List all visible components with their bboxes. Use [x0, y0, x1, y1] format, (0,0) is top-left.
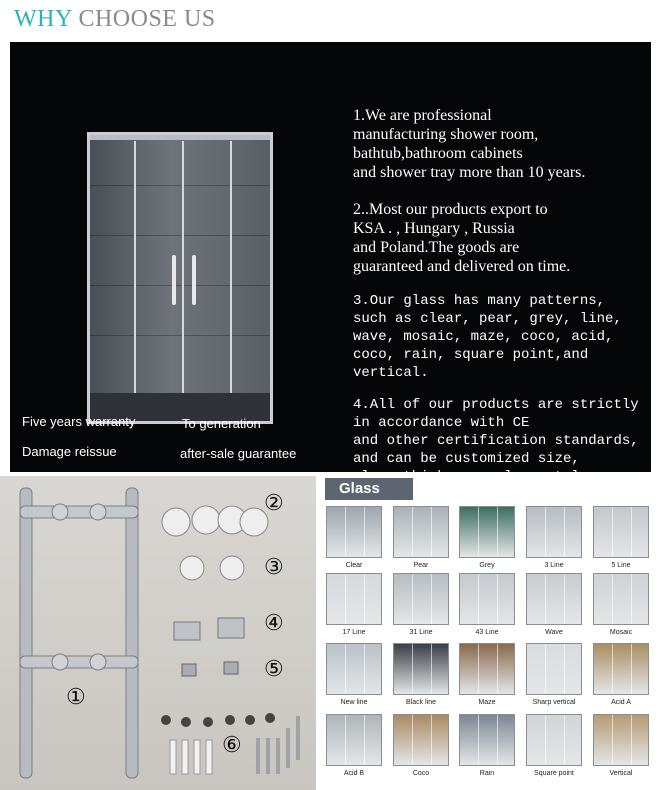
- glass-swatch: [393, 643, 449, 695]
- point-2-line: guaranteed and delivered on time.: [353, 258, 571, 275]
- part-number-6: ⑥: [222, 732, 242, 757]
- glass-swatch: [326, 506, 382, 558]
- glass-label: 31 Line: [409, 629, 433, 636]
- glass-label: Mosaic: [609, 629, 633, 636]
- point-2-line: 2..Most our products export to: [353, 201, 548, 218]
- selling-points: [353, 106, 653, 486]
- glass-label: Clear: [345, 562, 363, 569]
- point-3-line: such as clear, pear, grey, line,: [353, 311, 622, 327]
- part-number-2: ②: [264, 490, 284, 515]
- caption-after-sale: after-sale guarantee: [180, 446, 297, 461]
- glass-swatch: [593, 573, 649, 625]
- glass-patterns-panel: [319, 476, 661, 790]
- glass-label: Pear: [413, 562, 429, 569]
- glass-label: Acid B: [343, 770, 365, 777]
- glass-swatch: [459, 643, 515, 695]
- section-heading: [14, 6, 216, 33]
- glass-swatch: [326, 714, 382, 766]
- part-number-3: ③: [264, 554, 284, 579]
- glass-label: Rain: [479, 770, 495, 777]
- glass-label: Maze: [478, 699, 496, 706]
- caption-warranty: Five years warranty: [22, 414, 136, 429]
- glass-label: Vertical: [609, 770, 633, 777]
- glass-swatch: [459, 714, 515, 766]
- glass-label: New line: [340, 699, 368, 706]
- glass-swatch: [526, 573, 582, 625]
- shower-door-photo: [87, 132, 273, 424]
- glass-label: 5 Line: [611, 562, 631, 569]
- glass-label: Grey: [479, 562, 495, 569]
- glass-swatch: [393, 506, 449, 558]
- glass-label: 17 Line: [342, 629, 366, 636]
- glass-label: Coco: [412, 770, 430, 777]
- glass-label: Square point: [534, 770, 574, 777]
- part-number-4: ④: [264, 610, 284, 635]
- heading-why: WHY: [14, 6, 72, 32]
- glass-swatch: [593, 714, 649, 766]
- glass-swatch: [593, 643, 649, 695]
- glass-label: 3 Line: [544, 562, 564, 569]
- glass-swatch: [526, 714, 582, 766]
- point-1-line: bathtub,bathroom cabinets: [353, 145, 523, 162]
- glass-label: Wave: [545, 629, 563, 636]
- point-2-line: KSA . , Hungary , Russia: [353, 220, 515, 237]
- point-2-line: and Poland.The goods are: [353, 239, 520, 256]
- glass-swatch: [526, 643, 582, 695]
- point-4-line: and other certification standards,: [353, 433, 639, 449]
- glass-label: Sharp vertical: [532, 699, 576, 706]
- glass-label: 43 Line: [475, 629, 499, 636]
- glass-swatch: [459, 573, 515, 625]
- hardware-parts-photo: [0, 476, 316, 790]
- glass-swatch: [326, 573, 382, 625]
- point-3-line: vertical.: [353, 365, 429, 381]
- glass-swatch: [593, 506, 649, 558]
- glass-label: Acid A: [611, 699, 631, 706]
- glass-swatch: [326, 643, 382, 695]
- point-3-line: wave, mosaic, maze, coco, acid,: [353, 329, 614, 345]
- glass-swatch: [393, 714, 449, 766]
- part-number-5: ⑤: [264, 656, 284, 681]
- point-3-line: 3.Our glass has many patterns,: [353, 293, 606, 309]
- point-1-line: and shower tray more than 10 years.: [353, 164, 586, 181]
- point-1-line: manufacturing shower room,: [353, 126, 539, 143]
- point-4-line: 4.All of our products are strictly: [353, 397, 639, 413]
- glass-swatch: [526, 506, 582, 558]
- point-4-line: in accordance with CE: [353, 415, 530, 431]
- glass-title: Glass: [325, 478, 413, 500]
- glass-label: Black line: [406, 699, 436, 706]
- part-number-1: ①: [66, 684, 86, 709]
- heading-choose-us: CHOOSE US: [78, 6, 216, 32]
- caption-generation: To generation: [182, 416, 261, 431]
- point-3-line: coco, rain, square point,and: [353, 347, 589, 363]
- why-choose-banner: [10, 42, 651, 472]
- glass-swatch: [393, 573, 449, 625]
- point-4-line: and can be customized size,: [353, 451, 580, 467]
- caption-damage: Damage reissue: [22, 444, 117, 459]
- glass-swatch: [459, 506, 515, 558]
- point-1-line: 1.We are professional: [353, 107, 492, 124]
